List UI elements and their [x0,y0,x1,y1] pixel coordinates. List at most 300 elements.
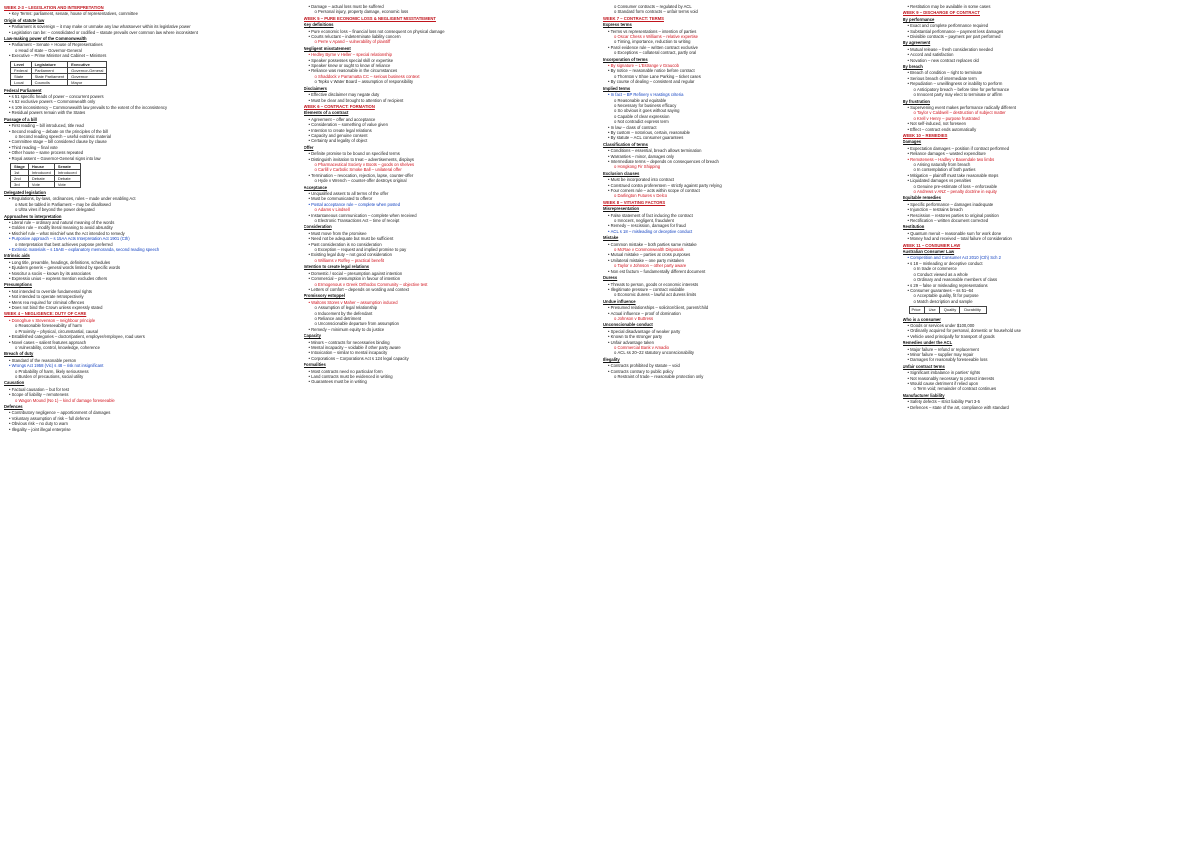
note-line: • Guarantees must be in writing [304,379,598,384]
note-line: • s 109 inconsistency – Commonwealth law prevails to the extent of the inconsistency [4,105,298,110]
note-line: o Adams v Lindsell [304,207,598,212]
note-line: • Ordinarily acquired for personal, domestic or household use [903,328,1197,333]
note-line: • Money had and received – total failure of consideration [903,236,1197,241]
subheading: By agreement [902,40,931,46]
note-line: o Ermogenous v Greek Orthodox Community – objective test [304,282,598,287]
note-line: o Anticipatory breach – before time for performance [903,87,1197,92]
note-line: • Expectation damages – position if contract performed [903,146,1197,151]
table-cell: Level [11,61,32,67]
note-line: • By notice – reasonable notice before contract [603,68,897,73]
subheading: By performance [902,16,935,22]
section-heading: WEEK 7 – CONTRACT: TERMS [603,15,664,21]
note-line: o Thornton v Shoe Lane Parking – ticket cases [603,74,897,79]
section-heading: WEEK 9 – DISCHARGE OF CONTRACT [902,10,980,16]
note-line: • By signature – L'Estrange v Graucob [603,63,897,68]
note-line: • Novel cases – salient features approach [4,340,298,345]
note-line: • Existing legal duty – not good consideration [304,252,598,257]
subheading: Implied terms [603,85,631,91]
note-line: • Terms vs representations – intention of parties [603,29,897,34]
subheading: Illegality [603,356,620,362]
note-line: • Definite promise to be bound on specified terms [304,151,598,156]
note-line: • Supervening event makes performance radically different [903,105,1197,110]
subheading: Offer [303,144,314,150]
note-line: • Major failure – refund or replacement [903,347,1197,352]
table-cell: House [28,163,54,169]
subheading: Defences [4,403,23,409]
section-heading: WEEK 4 – NEGLIGENCE: DUTY OF CARE [4,311,87,317]
note-line: o Ordinary and reasonable members of class [903,277,1197,282]
note-line: • Distinguish invitation to treat – advertisements, displays [304,157,598,162]
note-line: o Not contradict express term [603,119,897,124]
note-line: • Damages for reasonably foreseeable loss [903,357,1197,362]
note-line: • Actual influence – proof of domination [603,311,897,316]
subheading: Duress [603,275,618,281]
subheading: Who is a consumer [902,316,941,322]
note-line: • Legislation can be: – consolidated or codified – statute prevails over common law where inconsistent [4,30,298,35]
table-cell: Local [11,79,32,85]
note-line: o Exceptions – collateral contract, partly oral [603,50,897,55]
subheading: Breach of duty [4,351,34,357]
checklist-item: Price [912,307,925,312]
note-line: • ACL s 18 – misleading or deceptive conduct [603,229,897,234]
subheading: Law-making power of the Commonwealth [4,36,87,42]
table-cell: State [11,73,32,79]
note-line: • Agreement – offer and acceptance [304,117,598,122]
note-line: • Wrongs Act 1958 (Vic) s 48 – risk not insignificant [4,363,298,368]
summary-table [10,61,107,86]
note-line: • Consideration – something of value given [304,122,598,127]
subheading: Damages [902,139,922,145]
note-line: • Need not be adequate but must be sufficient [304,236,598,241]
note-line: o McRae v Commonwealth Disposals [603,247,897,252]
note-line: • s 29 – false or misleading representations [903,283,1197,288]
table-cell: Governor [68,73,107,79]
table-cell: Stage [11,163,29,169]
note-line: • Standard of the reasonable person [4,358,298,363]
note-line: • By custom – notorious, certain, reasonable [603,130,897,135]
table-row [11,181,81,187]
subheading: By frustration [902,98,930,104]
note-line: • Instantaneous communication – complete when received [304,213,598,218]
subheading: Manufacturer liability [902,392,945,398]
note-line: • Not reasonably necessary to protect interests [903,376,1197,381]
note-line: o Assumption of legal relationship [304,305,598,310]
note-line: o ACL ss 20–22 statutory unconscionability [603,350,897,355]
note-line: o Innocent, negligent, fraudulent [603,218,897,223]
subheading: Australian Consumer Law [902,249,955,255]
subheading: Elements of a contract [303,110,349,116]
note-line: • Termination – revocation, rejection, lapse, counter-offer [304,173,598,178]
note-line: • Parliament – Senate + House of Representatives [4,42,298,47]
subheading: Consideration [303,224,332,230]
note-line: o Arising naturally from breach [903,162,1197,167]
subheading: Delegated legislation [4,189,46,195]
subheading: Acceptance [303,184,328,190]
note-line: • Warranties – minor, damages only [603,154,897,159]
note-line: • Corporations – Corporations Act s 124 legal capacity [304,356,598,361]
note-line: • Non est factum – fundamentally different document [603,269,897,274]
note-line: • Mental incapacity – voidable if other party aware [304,345,598,350]
note-line: o Darlington Futures v Delco [603,193,897,198]
notes-column [603,4,897,849]
note-line: o Commercial Bank v Amadio [603,345,897,350]
note-line: o Head of state – Governor-General [4,48,298,53]
note-line: • Intention to create legal relations [304,128,598,133]
note-line: • Defences – state of the art, compliance with standard [903,405,1197,410]
note-line: o Wagon Mound (No 1) – kind of damage foreseeable [4,398,298,403]
note-line: • Second reading – debate on the principles of the bill [4,129,298,134]
note-line: • Long title, preamble, headings, definitions, schedules [4,260,298,265]
note-line: • In fact – BP Refinery v Hastings criteria [603,92,897,97]
subheading: Capacity [303,333,321,339]
note-line: • Exact and complete performance required [903,23,1197,28]
note-line: • Novation – new contract replaces old [903,58,1197,63]
note-line: • Most contracts need no particular form [304,369,598,374]
note-line: • Speaker knew or ought to know of reliance [304,63,598,68]
notes-column [4,4,298,849]
note-line: o Interpretation that best achieves purpose preferred [4,242,298,247]
subheading: Promissory estoppel [303,293,345,299]
section-heading: WEEK 2-3 – LEGISLATION AND INTERPRETATION [4,5,104,10]
note-line: o Electronic Transactions Act – time of receipt [304,218,598,223]
note-line: • Contributory negligence – apportionment of damages [4,410,298,415]
note-line: • Reliance damages – wasted expenditure [903,151,1197,156]
table-cell: Mayor [68,79,107,85]
section-heading: WEEK 8 – VITIATING FACTORS [603,199,666,205]
note-line: • Pure economic loss – financial loss not consequent on physical damage [304,29,598,34]
notes-column [304,4,598,849]
note-line: o Tepko v Water Board – assumption of responsibility [304,79,598,84]
note-line: • Royal assent – Governor-General signs into law [4,156,298,161]
note-line: • Factual causation – but for test [4,387,298,392]
subheading: By breach [902,64,923,70]
note-line: o Probability of harm, likely seriousness [4,369,298,374]
note-line: • Extrinsic materials – s 15AB – explanatory memoranda, second reading speech [4,247,298,252]
subheading: Formalities [303,362,326,368]
table-cell: Debate [28,175,54,181]
note-line: • Obvious risk – no duty to warn [4,421,298,426]
note-line: o Williams v Roffey – practical benefit [304,258,598,263]
note-line: o Pharmaceutical Society v Boots – goods on shelves [304,162,598,167]
note-line: • Must be incorporated into contract [603,177,897,182]
table-cell: 1st [11,169,29,175]
subheading: Passage of a bill [4,116,37,122]
table-cell: 3rd [11,181,29,187]
note-line: • Literal rule – ordinary and natural meaning of the words [4,220,298,225]
subheading: Approaches to interpretation [4,213,62,219]
note-line: o In contemplation of both parties [903,167,1197,172]
note-line: • Damage – actual loss must be suffered [304,4,598,9]
note-line: • s 51 specific heads of power – concurrent powers [4,94,298,99]
note-line: o Capable of clear expression [603,114,897,119]
subheading: Intention to create legal relations [303,264,370,270]
note-line: • Remedy – minimum equity to do justice [304,327,598,332]
note-line: o Conduct viewed as a whole [903,272,1197,277]
note-line: • Mitigation – plaintiff must take reasonable steps [903,173,1197,178]
summary-table [10,163,81,188]
note-line: • Purposive approach – s 15AA Acts Interpretation Act 1901 (Cth) [4,236,298,241]
note-line: • Restitution may be available in some cases [903,4,1197,9]
note-line: • Unfair advantage taken [603,340,897,345]
note-line: • Accord and satisfaction [903,52,1197,57]
table-cell: Governor-General [68,67,107,73]
note-line: • Significant imbalance in parties' rights [903,370,1197,375]
note-line: • Noscitur a sociis – known by its associates [4,271,298,276]
section-heading: WEEK 5 – PURE ECONOMIC LOSS & NEGLIGENT MISSTATEMENT [303,15,436,21]
note-line: • Not intended to override fundamental rights [4,289,298,294]
subheading: Exclusion clauses [603,170,640,176]
subheading: Unfair contract terms [902,363,945,369]
note-line: o In trade or commerce [903,266,1197,271]
note-line: • Past consideration is no consideration [304,242,598,247]
table-cell: Introduced [28,169,54,175]
note-line: • Conditions – essential, breach allows termination [603,148,897,153]
note-line: o Genuine pre-estimate of loss – enforceable [903,184,1197,189]
note-line: • Mutual release – fresh consideration needed [903,47,1197,52]
note-line: • Remoteness – Hadley v Baxendale two limbs [903,157,1197,162]
note-line: • Scope of liability – remoteness [4,392,298,397]
note-line: o Taylor v Caldwell – destruction of subject matter [903,110,1197,115]
note-line: o Vulnerability, control, knowledge, coherence [4,345,298,350]
note-line: • Special disadvantage of weaker party [603,329,897,334]
note-line: • Substantial performance – payment less damages [903,29,1197,34]
subheading: Federal Parliament [4,87,42,93]
note-line: o So obvious it goes without saying [603,108,897,113]
note-line: o Carlill v Carbolic Smoke Ball – unilateral offer [304,167,598,172]
note-line: • Intoxication – similar to mental incapacity [304,350,598,355]
note-line: • Contracts contrary to public policy [603,369,897,374]
note-line: • Unilateral mistake – one party mistaken [603,258,897,263]
note-line: o Unconscionable departure from assumption [304,321,598,326]
note-line: • Unqualified assent to all terms of the offer [304,191,598,196]
subheading: Intrinsic aids [4,253,30,259]
note-line: • Postal acceptance rule – complete when posted [304,202,598,207]
note-line: • First reading – bill introduced, title read [4,123,298,128]
note-line: • Safety defects – strict liability Part 3-5 [903,399,1197,404]
note-line: o Hongkong Fir Shipping [603,164,897,169]
note-line: • Capacity and genuine consent [304,133,598,138]
note-line: • Golden rule – modify literal meaning to avoid absurdity [4,225,298,230]
table-cell: Introduced [54,169,80,175]
note-line: o Krell v Henry – purpose frustrated [903,116,1197,121]
checklist-box [909,306,987,313]
note-line: • Letters of comfort – depends on wording and context [304,287,598,292]
table-row [11,79,107,85]
note-line: • Ejusdem generis – general words limited by specific words [4,265,298,270]
note-line: o Necessary for business efficacy [603,103,897,108]
note-line: o Exception – request and implied promise to pay [304,247,598,252]
note-line: • Regulations, by-laws, ordinances, rules – made under enabling Act [4,196,298,201]
subheading: Presumptions [4,282,32,288]
note-line: o Proximity – physical, circumstantial, causal [4,329,298,334]
note-line: • Not self-induced, not foreseen [903,121,1197,126]
note-line: • Competition and Consumer Act 2010 (Cth) Sch 2 [903,255,1197,260]
note-line: • Key Terms: parliament, senate, house of representatives, committee [4,11,298,16]
table-cell: Debate [54,175,80,181]
note-line: • Rectification – written document corrected [903,218,1197,223]
subheading: Express terms [603,22,632,28]
note-line: • Threats to person, goods or economic interests [603,282,897,287]
note-line: • Rescission – restores parties to original position [903,213,1197,218]
note-line: • Donoghue v Stevenson – neighbour principle [4,318,298,323]
note-line: • Must move from the promisee [304,231,598,236]
note-line: • Illegality – joint illegal enterprise [4,427,298,432]
note-line: • Four corners rule – acts within scope of contract [603,188,897,193]
note-line: • Illegitimate pressure – contract voidable [603,287,897,292]
note-line: • Effective disclaimer may negate duty [304,92,598,97]
note-line: • Injunction – restrains breach [903,207,1197,212]
note-line: o Consumer contracts – regulated by ACL [603,4,897,9]
note-line: • Would cause detriment if relied upon [903,381,1197,386]
note-line: • Construed contra proferentem – strictly against party relying [603,183,897,188]
note-line: • Land contracts must be evidenced in writing [304,374,598,379]
note-line: • Minor failure – supplier may repair [903,352,1197,357]
subheading: Incorporation of terms [603,56,648,62]
note-line: • Hedley Byrne v Heller – special relationship [304,52,598,57]
note-line: • Expressio unius – express mention excludes others [4,276,298,281]
note-line: • Not intended to operate retrospectively [4,294,298,299]
note-line: o Acceptable quality, fit for purpose [903,293,1197,298]
note-line: • Liquidated damages vs penalties [903,178,1197,183]
subheading: Causation [4,380,25,386]
subheading: Key definitions [303,22,334,28]
note-line: • Mischief rule – what mischief was the Act intended to remedy [4,231,298,236]
note-line: • Must be clear and brought to attention of recipient [304,98,598,103]
note-line: • By statute – ACL consumer guarantees [603,135,897,140]
note-line: • Intermediate terms – depends on consequences of breach [603,159,897,164]
note-line: o Andrews v ANZ – penalty doctrine in equity [903,189,1197,194]
note-line: o Shaddock v Parramatta CC – serious business context [304,74,598,79]
note-line: • Known to the stronger party [603,334,897,339]
note-line: o Taylor v Johnson – other party aware [603,263,897,268]
note-line: o Term void; remainder of contract continues [903,386,1197,391]
note-line: • Breach of condition – right to terminate [903,70,1197,75]
note-line: • Reliance was reasonable in the circumstances [304,68,598,73]
note-line: • Executive – Prime Minister and Cabinet – Ministers [4,53,298,58]
note-line: • Third reading – final vote [4,145,298,150]
note-line: • Minors – contracts for necessaries binding [304,340,598,345]
subheading: Disclaimers [303,85,328,91]
subheading: Restitution [902,224,925,230]
note-line: o Oscar Chess v Williams – relative expertise [603,34,897,39]
note-line: • Contracts prohibited by statute – void [603,363,897,368]
note-line: • Remedy – rescission, damages for fraud [603,223,897,228]
checklist-item: Use [929,307,940,312]
subheading: Undue influence [603,298,636,304]
note-line: • Vehicle used principally for transport of goods [903,334,1197,339]
note-line: o Reasonable foreseeability of harm [4,323,298,328]
table-cell: Legislature [31,61,68,67]
subheading: Classification of terms [603,141,648,147]
subheading: Misrepresentation [603,206,640,212]
note-line: • Residual powers remain with the States [4,110,298,115]
note-line: • By course of dealing – consistent and regular [603,79,897,84]
table-cell: Parliament [31,67,68,73]
note-line: • Must be communicated to offeror [304,196,598,201]
note-line: • Quantum meruit – reasonable sum for work done [903,231,1197,236]
note-line: o Inducement by the defendant [304,311,598,316]
note-line: • Parliament is sovereign – it may make or unmake any law whatsoever within its legislative power [4,24,298,29]
note-line: • Speaker possesses special skill or expertise [304,58,598,63]
note-line: • Committee stage – bill considered clause by clause [4,139,298,144]
note-line: • Presumed relationships – solicitor/client, parent/child [603,305,897,310]
subheading: Origin of statute law [4,17,45,23]
note-line: o Perre v Apand – vulnerability of plaintiff [304,39,598,44]
note-line: • Consumer guarantees – ss 51–64 [903,288,1197,293]
subheading: Mistake [603,235,619,241]
subheading: Unconscionable conduct [603,322,653,328]
table-cell: Executive [68,61,107,67]
checklist-item: Durability [964,307,981,313]
note-line: o Restraint of trade – reasonable protection only [603,374,897,379]
table-cell: Federal [11,67,32,73]
table-cell: Vote [54,181,80,187]
note-line: • s 52 exclusive powers – Commonwealth only [4,99,298,104]
note-line: o Timing, importance, reduction to writing [603,39,897,44]
note-line: • Other house – same process repeated [4,150,298,155]
section-heading: WEEK 11 – CONSUMER LAW [902,242,961,248]
note-line: o Second reading speech – useful extrinsic material [4,134,298,139]
table-cell: 2nd [11,175,29,181]
note-line: o Hyde v Wrench – counter-offer destroys original [304,178,598,183]
note-line: • Established categories – doctor/patient, employer/employee, road users [4,334,298,339]
note-line: • Specific performance – damages inadequate [903,202,1197,207]
note-line: • Common mistake – both parties same mistake [603,242,897,247]
note-line: • Domestic / social – presumption against intention [304,271,598,276]
note-line: • False statement of fact inducing the contract [603,213,897,218]
notes-column [903,4,1197,849]
note-line: • In law – class of contract [603,125,897,130]
note-line: • s 18 – misleading or deceptive conduct [903,261,1197,266]
note-line: o Reliance and detriment [304,316,598,321]
note-line: o Reasonable and equitable [603,98,897,103]
note-line: o Standard form contracts – unfair terms void [603,9,897,14]
note-line: o Match description and sample [903,299,1197,304]
note-line: o Ultra vires if beyond the power delegated [4,207,298,212]
subheading: Equitable remedies [902,195,941,201]
table-cell: State Parliament [31,73,68,79]
note-line: • Mutual mistake – parties at cross purposes [603,252,897,257]
note-line: o Economic duress – lawful act duress limits [603,292,897,297]
note-line: • Divisible contracts – payment per part performed [903,34,1197,39]
note-line: • Effect – contract ends automatically [903,127,1197,132]
note-line: • Courts reluctant – indeterminate liability concern [304,34,598,39]
checklist-item: Quality [944,307,960,312]
note-line: o Johnson v Buttress [603,316,897,321]
section-heading: WEEK 10 – REMEDIES [902,132,948,138]
note-line: • Commercial – presumption in favour of intention [304,276,598,281]
note-line: o Must be tabled in Parliament – may be disallowed [4,202,298,207]
note-line: • Repudiation – unwillingness or inability to perform [903,81,1197,86]
table-cell: Councils [31,79,68,85]
subheading: Negligent misstatement [303,45,351,51]
note-line: • Waltons Stores v Maher – assumption induced [304,300,598,305]
note-line: o Personal injury, property damage, economic loss [304,9,598,14]
note-line: • Parol evidence rule – written contract exclusive [603,45,897,50]
table-cell: Vote [28,181,54,187]
note-line: • Mens rea required for criminal offences [4,300,298,305]
note-line: o Burden of precautions, social utility [4,374,298,379]
note-line: o Innocent party may elect to terminate or affirm [903,92,1197,97]
note-line: • Voluntary assumption of risk – full defence [4,416,298,421]
table-cell: Senate [54,163,80,169]
section-heading: WEEK 6 – CONTRACT: FORMATION [303,103,375,109]
note-line: • Does not bind the Crown unless expressly stated [4,305,298,310]
note-line: • Serious breach of intermediate term [903,76,1197,81]
subheading: Remedies under the ACL [902,340,953,346]
note-line: • Goods or services under $100,000 [903,323,1197,328]
note-line: • Certainty and legality of object [304,138,598,143]
